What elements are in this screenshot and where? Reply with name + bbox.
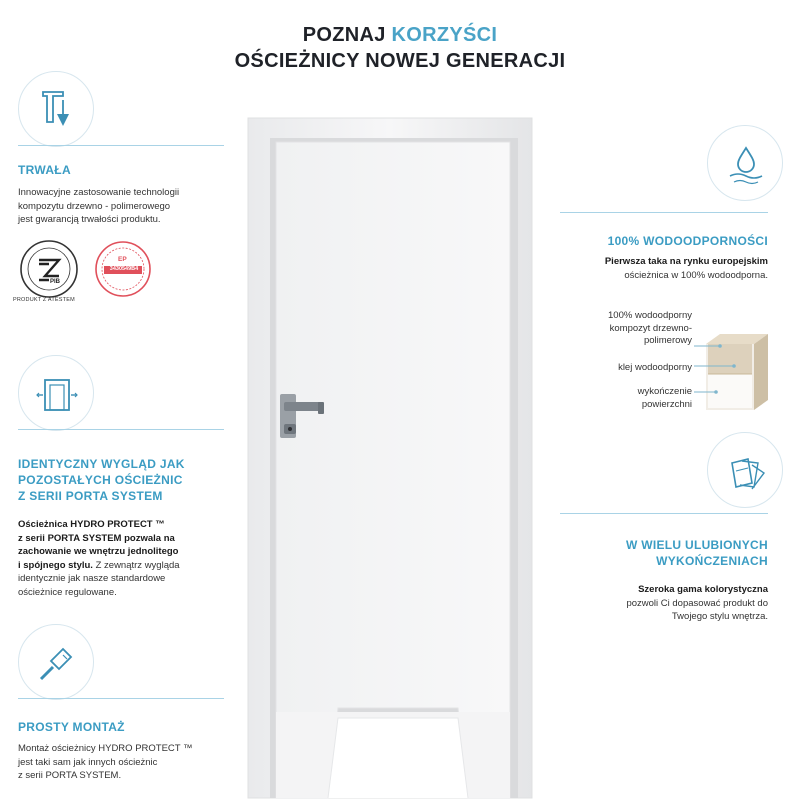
divider	[560, 212, 768, 213]
page-subtitle: OŚCIEŻNICY NOWEJ GENERACJI	[234, 50, 566, 72]
door-handle	[284, 402, 322, 411]
identyczny-description: Ościeżnica HYDRO PROTECT ™ z serii PORTA SYSTEM pozwala na zachowanie we wnętrzu jednolitego i spójnego stylu. Z zewnątrz wygląda identycznie jak nasze standardowe ościeżnice regulowane.	[18, 519, 180, 598]
wykonczenia-description: Szeroka gama kolorystyczna pozwoli Ci dopasować produkt do Twojego stylu wnętrza.	[626, 584, 768, 622]
frame-profile-icon	[18, 71, 94, 147]
title-line1: POZNAJ	[302, 24, 392, 46]
screwdriver-icon	[18, 624, 94, 700]
montaz-description: Montaż ościeżnicy HYDRO PROTECT ™ jest taki sam jak innych ościeżnic z serii PORTA SYSTEM.	[18, 743, 193, 781]
door-frame-icon	[18, 355, 94, 431]
trwala-heading: TRWAŁA	[18, 163, 71, 177]
pib-certificate-badge	[14, 236, 84, 306]
door-illustration	[240, 112, 540, 802]
montaz-heading: PROSTY MONTAŻ	[18, 720, 125, 734]
patent-number: 3430549B4	[109, 266, 139, 272]
title-accent: KORZYŚCI	[391, 24, 498, 46]
pib-caption: PRODUKT Z ATESTEM	[13, 297, 75, 303]
diagram-label-finish: wykończenie powierzchni	[637, 386, 692, 410]
frame-profile-sample	[690, 330, 775, 415]
divider	[18, 698, 224, 699]
color-swatches-icon	[707, 432, 783, 508]
divider	[18, 145, 224, 146]
divider	[18, 429, 224, 430]
wodoodpornosc-description: Pierwsza taka na rynku europejskim ościeżnica w 100% wodoodporna.	[604, 256, 768, 281]
pib-text: PIB	[50, 279, 61, 285]
wykonczenia-heading: W WIELU ULUBIONYCH WYKOŃCZENIACH	[625, 538, 768, 568]
divider	[560, 513, 768, 514]
door-leaf	[276, 142, 510, 798]
patent-ep: EP	[118, 256, 127, 263]
identyczny-heading: IDENTYCZNY WYGLĄD JAK POZOSTAŁYCH OŚCIEŻNIC Z SERII PORTA SYSTEM	[18, 457, 185, 503]
trwala-description: Innowacyjne zastosowanie technologii kompozytu drzewno - polimerowego jest gwarancją trwałości produktu.	[18, 187, 180, 225]
page-title	[0, 24, 800, 47]
water-drop-icon	[707, 125, 783, 201]
diagram-label-glue: klej wodoodporny	[618, 362, 692, 373]
diagram-label-composite: 100% wodoodporny kompozyt drzewno- polimerowy	[608, 310, 692, 346]
wodoodpornosc-heading: 100% WODOODPORNOŚCI	[607, 234, 768, 248]
